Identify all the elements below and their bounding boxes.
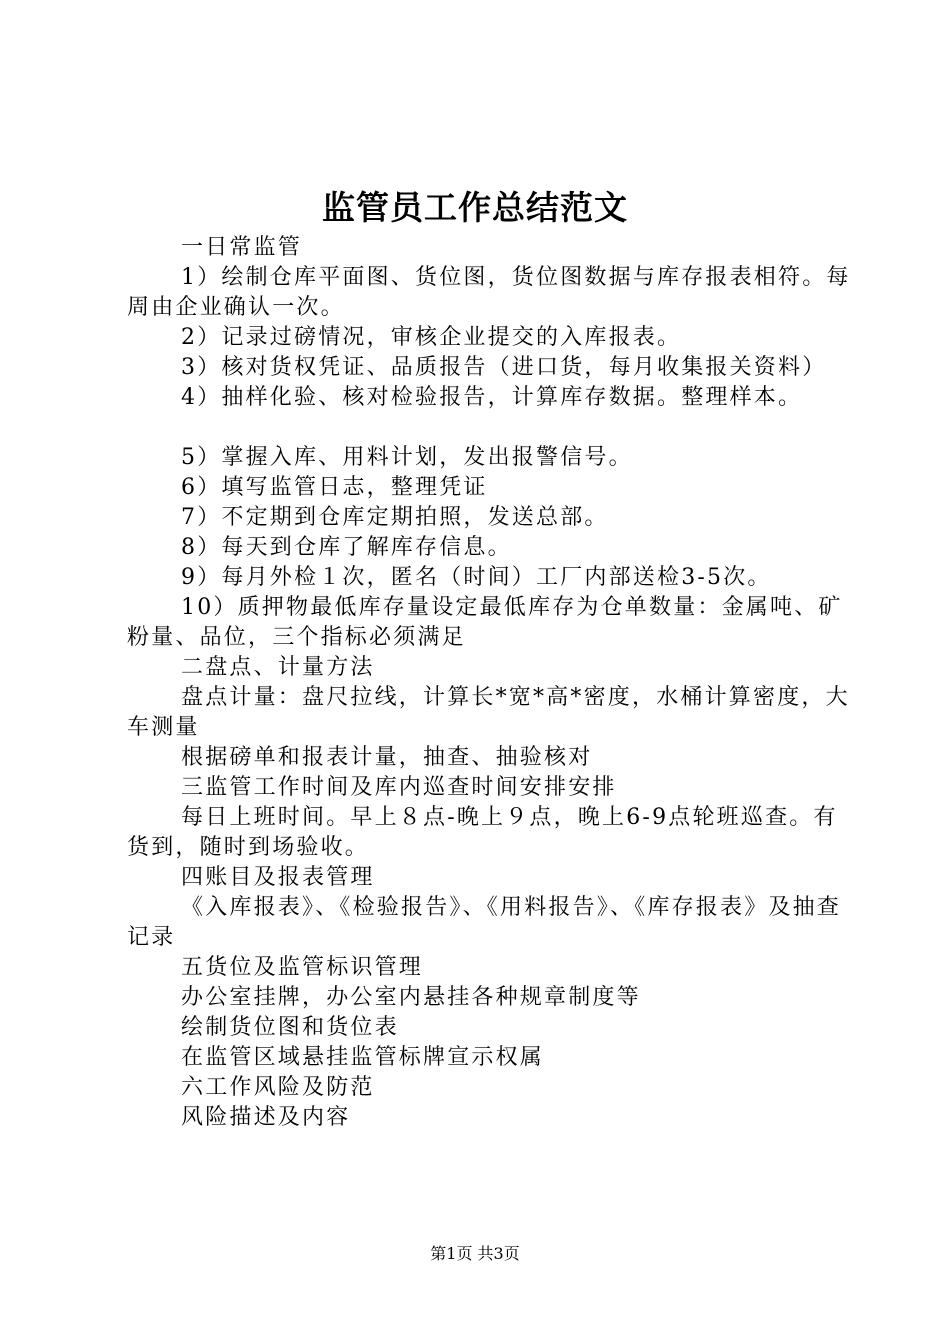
paragraph: 《入库报表》、《检验报告》、《用料报告》、《库存报表》及抽查记录 xyxy=(127,895,842,950)
paragraph: 7）不定期到仓库定期拍照，发送总部。 xyxy=(181,505,609,530)
paragraph: 绘制货位图和货位表 xyxy=(181,1015,399,1040)
paragraph: 在监管区域悬挂监管标牌宣示权属 xyxy=(181,1045,545,1070)
paragraph: 8）每天到仓库了解库存信息。 xyxy=(181,535,512,560)
paragraph: 根据磅单和报表计量，抽查、抽验核对 xyxy=(181,745,593,770)
paragraph: 5）掌握入库、用料计划，发出报警信号。 xyxy=(181,445,633,470)
document-body xyxy=(127,233,857,1133)
paragraph: 6）填写监管日志，整理凭证 xyxy=(181,475,488,500)
section-heading: 四账目及报表管理 xyxy=(181,865,375,890)
paragraph: 10）质押物最低库存量设定最低库存为仓单数量：金属吨、矿粉量、品位，三个指标必须满足 xyxy=(127,595,843,650)
section-heading: 一日常监管 xyxy=(181,235,303,260)
paragraph: 每日上班时间。早上８点-晚上９点，晚上6-9点轮班巡查。有货到，随时到场验收。 xyxy=(127,805,838,860)
paragraph: 风险描述及内容 xyxy=(181,1105,351,1130)
paragraph: 办公室挂牌，办公室内悬挂各种规章制度等 xyxy=(181,985,641,1010)
paragraph: 2）记录过磅情况，审核企业提交的入库报表。 xyxy=(181,325,682,350)
paragraph: 盘点计量：盘尺拉线，计算长*宽*高*密度，水桶计算密度，大车测量 xyxy=(127,685,850,740)
section-heading: 三监管工作时间及库内巡查时间安排安排 xyxy=(181,775,617,800)
paragraph: 9）每月外检１次，匿名（时间）工厂内部送检3-5次。 xyxy=(181,565,772,590)
page-title: 监管员工作总结范文 xyxy=(322,188,628,227)
paragraph: 1）绘制仓库平面图、货位图，货位图数据与库存报表相符。每周由企业确认一次。 xyxy=(127,265,851,320)
paragraph: 3）核对货权凭证、品质报告（进口货，每月收集报关资料） xyxy=(181,355,827,380)
section-heading: 六工作风险及防范 xyxy=(181,1075,375,1100)
paragraph: 4）抽样化验、核对检验报告，计算库存数据。整理样本。 xyxy=(181,385,803,410)
section-heading: 五货位及监管标识管理 xyxy=(181,955,424,980)
page-footer: 第1页 共3页 xyxy=(430,1244,520,1263)
section-heading: 二盘点、计量方法 xyxy=(181,655,375,680)
